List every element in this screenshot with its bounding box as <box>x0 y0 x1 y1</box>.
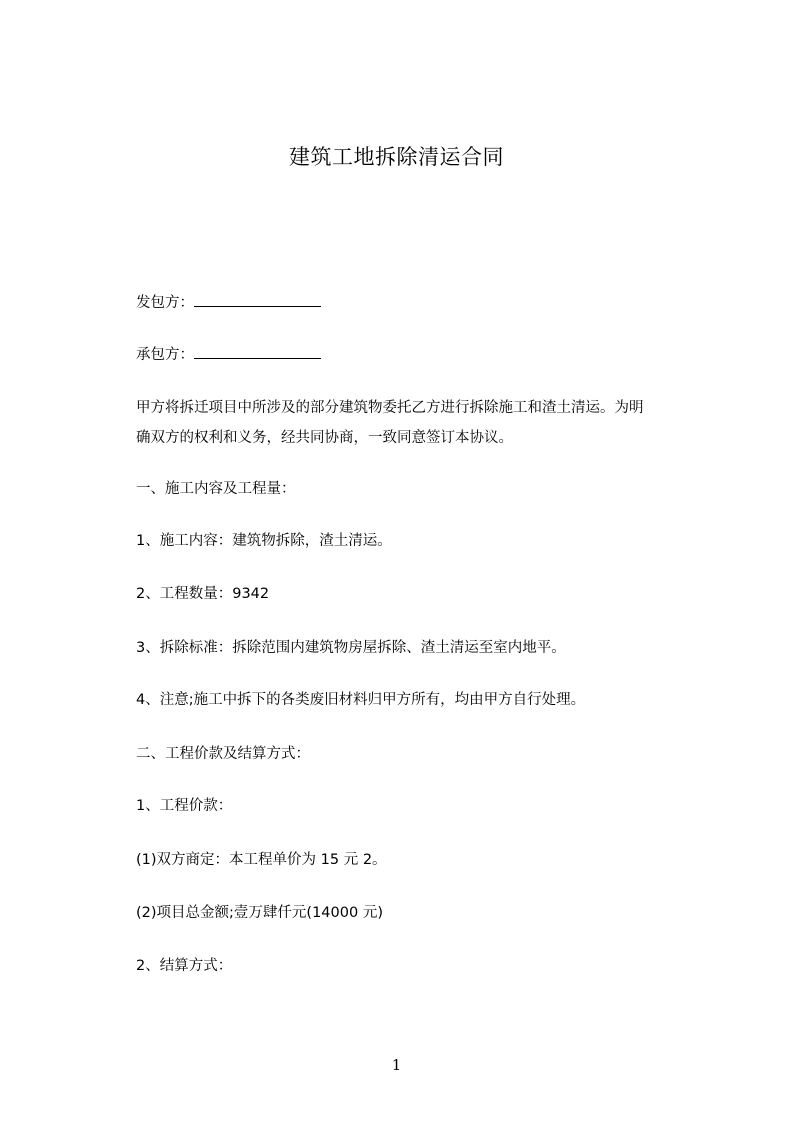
section-1-heading: 一、施工内容及工程量： <box>136 481 296 497</box>
section-1-item-1: 1、施工内容：建筑物拆除，渣土清运。 <box>136 533 392 549</box>
intro-line-2: 确双方的权利和义务，经共同协商，一致同意签订本协议。 <box>136 430 513 446</box>
party-a-blank <box>194 292 321 307</box>
section-1-item-4: 4、注意;施工中拆下的各类废旧材料归甲方所有，均由甲方自行处理。 <box>136 692 586 708</box>
section-1-item-2: 2、工程数量：9342 <box>136 586 270 602</box>
section-2-item-1a: (1)双方商定：本工程单价为 15 元 2。 <box>136 852 387 868</box>
document-title: 建筑工地拆除清运合同 <box>289 145 504 169</box>
section-2-heading: 二、工程价款及结算方式： <box>136 746 310 762</box>
section-2-item-1b: (2)项目总金额;壹万肆仟元(14000 元) <box>136 905 383 921</box>
party-b-blank <box>194 344 321 359</box>
party-b-label: 承包方： <box>136 347 194 363</box>
section-2-item-2: 2、结算方式： <box>136 958 233 974</box>
party-a-label: 发包方： <box>136 295 194 311</box>
intro-line-1: 甲方将拆迁项目中所涉及的部分建筑物委托乙方进行拆除施工和渣土清运。为明 <box>136 400 644 416</box>
section-2-item-1: 1、工程价款： <box>136 798 233 814</box>
party-b-line <box>136 344 321 365</box>
section-1-item-3: 3、拆除标准：拆除范围内建筑物房屋拆除、渣土清运至室内地平。 <box>136 640 566 656</box>
party-a-line <box>136 292 321 313</box>
page-number: 1 <box>391 1056 402 1074</box>
